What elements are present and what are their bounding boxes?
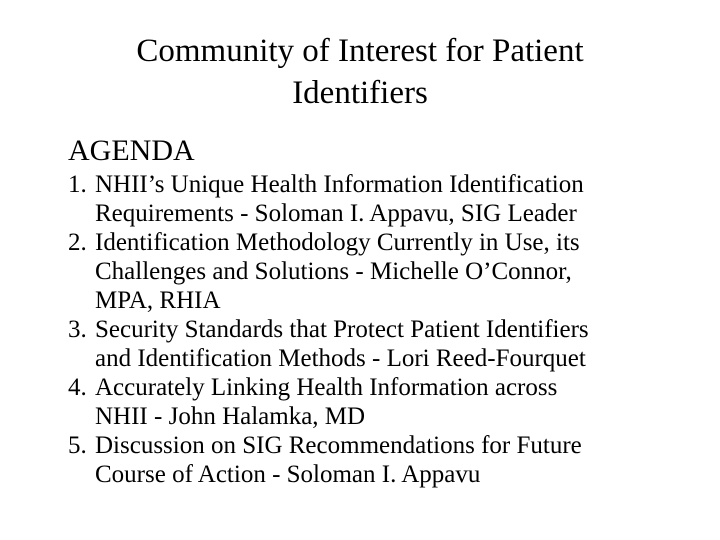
agenda-list (68, 170, 708, 489)
slide-title (60, 30, 660, 114)
agenda-item-text-line: Challenges and Solutions - Michelle O’Connor, (95, 258, 572, 285)
agenda-item-text-line: Course of Action - Soloman I. Appavu (95, 461, 481, 488)
agenda-heading: AGENDA (68, 134, 195, 167)
agenda-item-text-line: NHII - John Halamka, MD (95, 403, 366, 430)
agenda-item-4 (68, 373, 708, 431)
agenda-item-text-line: Identification Methodology Currently in Use, its (95, 229, 580, 256)
agenda-item-text-line: Discussion on SIG Recommendations for Future (95, 432, 582, 459)
agenda-item-number: 3. (68, 316, 87, 343)
agenda-item-number: 1. (68, 171, 87, 198)
slide-title-line-2: Identifiers (292, 75, 428, 111)
agenda-item-number: 2. (68, 229, 87, 256)
agenda-item-text-line: Security Standards that Protect Patient Identifiers (95, 316, 589, 343)
slide-title-line-1: Community of Interest for Patient (136, 33, 584, 69)
agenda-item-text-line: and Identification Methods - Lori Reed-Fourquet (95, 345, 586, 372)
agenda-item-text-line: Accurately Linking Health Information across (95, 374, 558, 401)
agenda-item-3 (68, 315, 708, 373)
agenda-item-1 (68, 170, 708, 228)
agenda-item-text-line: NHII’s Unique Health Information Identification (95, 171, 584, 198)
agenda-item-number: 4. (68, 374, 87, 401)
agenda-item-2 (68, 228, 708, 315)
agenda-item-text-line: MPA, RHIA (95, 287, 221, 314)
agenda-item-number: 5. (68, 432, 87, 459)
agenda-item-5 (68, 431, 708, 489)
agenda-item-text-line: Requirements - Soloman I. Appavu, SIG Leader (95, 200, 577, 227)
